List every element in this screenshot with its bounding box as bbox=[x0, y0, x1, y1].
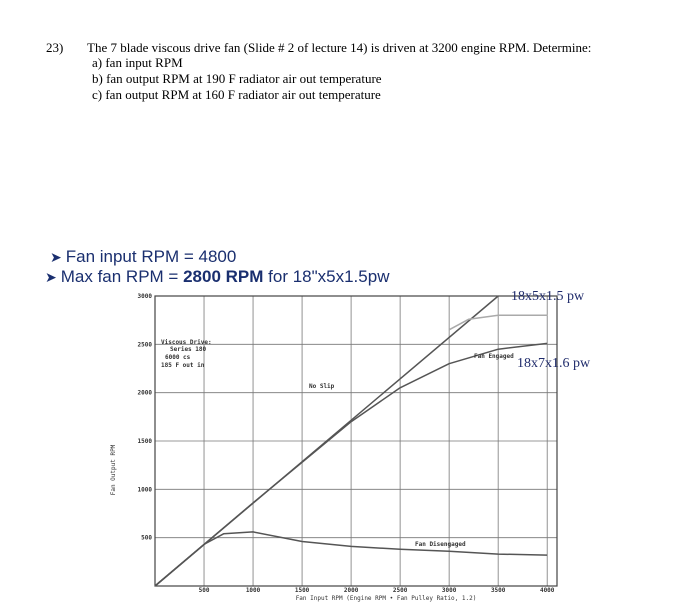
fan-disengaged-annotation: Fan Disengaged bbox=[415, 541, 466, 548]
label-18x5x1-5: 18x5x1.5 pw bbox=[511, 289, 585, 304]
x-axis-label: Fan Input RPM (Engine RPM • Fan Pulley Ratio, 1.2) bbox=[295, 595, 477, 602]
y-tick-label: 500 bbox=[141, 534, 152, 542]
no-slip-annotation: No Slip bbox=[309, 383, 335, 390]
legend-line-3: 6000 cs bbox=[165, 354, 191, 361]
x-tick-label: 3000 bbox=[441, 587, 457, 594]
x-tick-label: 1000 bbox=[245, 587, 261, 594]
fan-input-prefix: Fan input RPM = bbox=[65, 247, 199, 266]
fan-input-value: 4800 bbox=[198, 247, 237, 266]
max-fan-prefix: Max fan RPM = bbox=[60, 267, 184, 286]
y-tick-labels bbox=[138, 293, 153, 542]
arrow-bullet-icon: ➤ bbox=[45, 269, 57, 285]
y-tick-label: 1000 bbox=[137, 486, 152, 494]
y-axis-label: Fan Output RPM bbox=[110, 444, 117, 496]
question-number: 23) bbox=[46, 40, 64, 55]
label-18x7x1-6: 18x7x1.6 pw bbox=[517, 356, 591, 371]
x-tick-labels bbox=[199, 587, 555, 594]
fan-engaged-annotation: Fan Engaged bbox=[474, 353, 514, 360]
x-tick-label: 2500 bbox=[392, 587, 408, 594]
y-tick-label: 2500 bbox=[137, 341, 152, 349]
x-tick-label: 2000 bbox=[343, 587, 359, 594]
question-text: The 7 blade viscous drive fan (Slide # 2 of lecture 14) is driven at 3200 engine RPM. Determine: bbox=[87, 40, 592, 55]
arrow-bullet-icon: ➤ bbox=[50, 249, 62, 265]
x-tick-label: 4000 bbox=[539, 587, 555, 594]
chart-grid bbox=[155, 296, 557, 586]
max-fan-suffix: for 18"x5x1.5pw bbox=[263, 267, 390, 286]
question-part-a: a) fan input RPM bbox=[92, 55, 183, 70]
max-fan-value: 2800 RPM bbox=[183, 267, 264, 286]
x-tick-label: 500 bbox=[198, 587, 210, 594]
y-tick-label: 2000 bbox=[137, 389, 152, 397]
question-part-c: c) fan output RPM at 160 F radiator air out temperature bbox=[92, 87, 381, 102]
question-part-b: b) fan output RPM at 190 F radiator air out temperature bbox=[92, 71, 382, 86]
x-tick-label: 3500 bbox=[490, 587, 506, 594]
y-tick-label: 3000 bbox=[137, 293, 152, 300]
x-tick-label: 1500 bbox=[294, 587, 310, 594]
legend-line-2: Series 180 bbox=[170, 346, 207, 353]
legend-line-1: Viscous Drive: bbox=[161, 339, 212, 346]
legend-line-4: 185 F out in bbox=[161, 362, 205, 369]
y-tick-label: 1500 bbox=[137, 438, 152, 445]
